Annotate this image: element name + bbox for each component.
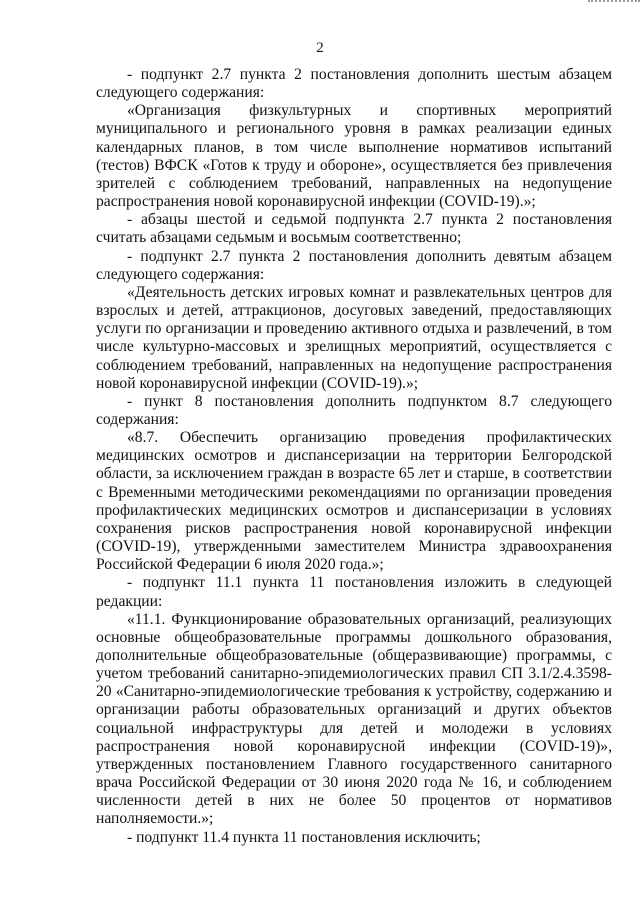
scan-artifact bbox=[588, 0, 640, 8]
paragraph-1: - подпункт 2.7 пункта 2 постановления дополнить шестым абзацем следующего содержания: bbox=[96, 66, 612, 102]
document-body bbox=[96, 66, 612, 847]
paragraph-6: - пункт 8 постановления дополнить подпунктом 8.7 следующего содержания: bbox=[96, 392, 612, 428]
page-number: 2 bbox=[316, 40, 324, 56]
paragraph-5-quote: «Деятельность детских игровых комнат и развлекательных центров для взрослых и детей, аттракционов, досуговых заведений, предоставляющих услуги по организации и проведению активного отдыха и развлечений, в том числе культурно-массовых и зрелищных мероприятий, осуществляется с соблюдением требований, направленных на недопущение распространения новой коронавирусной инфекции (COVID-19).»; bbox=[96, 283, 612, 392]
paragraph-2-quote: «Организация физкультурных и спортивных мероприятий муниципального и регионального уровня в рамках реализации единых календарных планов, в том числе выполнение нормативов испытаний (тестов) ВФСК «Готов к труду и обороне», осуществляется без привлечения зрителей с соблюдением требований, направленных на недопущение распространения новой коронавирусной инфекции (COVID-19).»; bbox=[96, 102, 612, 211]
paragraph-9-quote: «11.1. Функционирование образовательных организаций, реализующих основные общеобразовательные программы дошкольного образования, дополнительные общеобразовательные (общеразвивающие) программы, с учетом требований санитарно-эпидемиологических правил СП 3.1/2.4.3598-20 «Санитарно-эпидемиологические требования к устройству, содержанию и организации работы образовательных организаций и других объектов социальной инфраструктуры для детей и молодежи в условиях распространения новой коронавирусной инфекции (COVID-19)», утвержденных постановлением Главного государственного санитарного врача Российской Федерации от 30 июня 2020 года № 16, и соблюдением численности детей в них не более 50 процентов от нормативов наполняемости.»; bbox=[96, 610, 612, 828]
paragraph-3: - абзацы шестой и седьмой подпункта 2.7 пункта 2 постановления считать абзацами седьмым и восьмым соответственно; bbox=[96, 211, 612, 247]
paragraph-7-quote: «8.7. Обеспечить организацию проведения профилактических медицинских осмотров и диспансеризации на территории Белгородской области, за исключением граждан в возрасте 65 лет и старше, в соответствии с Временными методическими рекомендациями по организации проведения профилактических медицинских осмотров и диспансеризации в условиях сохранения рисков распространения новой коронавирусной инфекции (COVID-19), утвержденными заместителем Министра здравоохранения Российской Федерации 6 июля 2020 года.»; bbox=[96, 429, 612, 574]
paragraph-8: - подпункт 11.1 пункта 11 постановления изложить в следующей редакции: bbox=[96, 574, 612, 610]
paragraph-10: - подпункт 11.4 пункта 11 постановления исключить; bbox=[127, 828, 481, 846]
paragraph-4: - подпункт 2.7 пункта 2 постановления дополнить девятым абзацем следующего содержания: bbox=[96, 247, 612, 283]
